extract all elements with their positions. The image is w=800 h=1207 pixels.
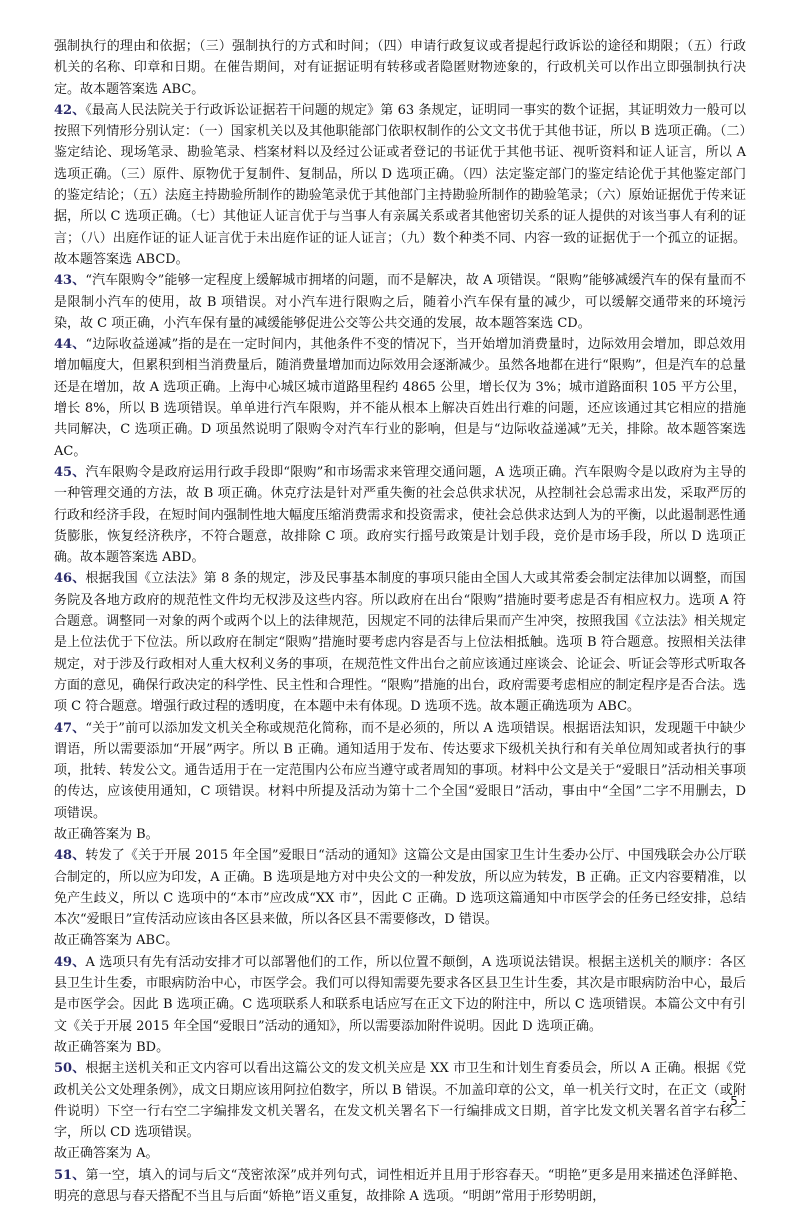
item-number: 49、 — [54, 954, 86, 970]
item-text: “汽车限购令”能够一定程度上缓解城市拥堵的问题，而不是解决，故 A 项错误。“限购”能够减缓汽车的保有量而不是限制小汽车的使用，故 B 项错误。对小汽车进行限购之后，随着小汽车保有量的减少，可以缓解交通带来的环境污染，故 C 项正确，小汽车保有量的减缓能够促进公交等公共交通的发展，故本题答案选 CD。 — [54, 273, 746, 331]
answer-item-43 — [54, 270, 746, 334]
answer-item-42 — [54, 100, 746, 270]
item-number: 50、 — [54, 1061, 86, 1077]
item-number: 43、 — [54, 273, 86, 289]
item-text: 根据主送机关和正文内容可以看出这篇公文的发文机关应是 XX 市卫生和计划生育委员会，所以 A 正确。根据《党政机关公文处理条例》，成文日期应该用阿拉伯数字，所以 B 错误。不加盖印章的公文，单一机关行文时，在正文（或附件说明）下空一行右空二字编排发文机关署名，在发文机关署名下一行编排成文日期，首字比发文机关署名首字右移二字，所以 CD 选项错误。 — [54, 1061, 746, 1141]
answer-item-50 — [54, 1058, 746, 1143]
item-text: 转发了《关于开展 2015 年全国”爱眼日“活动的通知》这篇公文是由国家卫生计生委办公厅、中国残联会办公厅联合制定的，所以应为印发，A 正确。B 选项是地方对中央公文的一种发放，所以应为转发，B 正确。正文内容要精准，以免产生歧义，所以 C 选项中的“本市”应改成“XX 市”，因此 C 正确。D 选项这篇通知中市医学会的任务已经安排，总结本次“爱眼日”宣传活动应该由各区县来做，所以各区县不需要修改，D 错误。 — [54, 848, 746, 928]
answer-item-47 — [54, 718, 746, 824]
answer-item-45 — [54, 462, 746, 568]
intro-paragraph: 强制执行的理由和依据；（三）强制执行的方式和时间；（四）申请行政复议或者提起行政诉讼的途径和期限；（五）行政机关的名称、印章和日期。在催告期间，对有证据证明有转移或者隐匿财物迹象的，行政机关可以作出立即强制执行决定。故本题答案选 ABC。 — [54, 39, 746, 97]
item-text: “边际收益递减”指的是在一定时间内，其他条件不变的情况下，当开始增加消费量时，边际效用会增加，即总效用增加幅度大，但累积到相当消费量后，随消费量增加而边际效用会逐渐减少。虽然各地都在进行“限购”，但是汽车的总量还是在增加，故 A 选项正确。上海中心城区城市道路里程约 4865 公里，增长仅为 3%；城市道路面积 105 平方公里，增长 8%，所以 B 选项错误。单单进行汽车限购，并不能从根本上解决百姓出行难的问题，还应该通过其它相应的措施共同解决，C 选项正确。D 项虽然说明了限购令对汽车行业的影响，但是与“边际收益递减”无关，排除。故本题答案选 AC。 — [54, 337, 746, 459]
answer-line-47: 故正确答案为 B。 — [54, 826, 159, 842]
item-number: 45、 — [54, 464, 86, 480]
answer-line-50: 故正确答案为 A。 — [54, 1146, 159, 1162]
answer-item-48 — [54, 845, 746, 930]
item-number: 51、 — [54, 1167, 86, 1183]
item-number: 44、 — [54, 337, 86, 353]
answer-item-49 — [54, 952, 746, 1037]
answer-item-46 — [54, 568, 746, 717]
item-text: 根据我国《立法法》第 8 条的规定，涉及民事基本制度的事项只能由全国人大或其常委会制定法律加以调整，而国务院及各地方政府的规范性文件均无权涉及这些内容。所以政府在出台“限购”措施时要考虑是否有相应权力。选项 A 符合题意。调整同一对象的两个或两个以上的法律规范，因规定不同的法律后果而产生冲突，按照我国《立法法》相关规定是上位法优于下位法。所以政府在制定“限购”措施时要考虑内容是否与上位法相抵触。选项 B 符合题意。按照相关法律规定，对于涉及行政相对人重大权利义务的事项，在规范性文件出台之前应该通过座谈会、论证会、听证会等形式听取各方面的意见，确保行政决定的科学性、民主性和合理性。“限购”措施的出台，政府需要考虑相应的制定程序是否合法。选项 C 符合题意。增强行政过程的透明度，在本题中未有体现。D 选项不选。故本题正确选项为 ABC。 — [54, 571, 746, 715]
item-text: A 选项只有先有活动安排才可以部署他们的工作，所以位置不颠倒，A 选项说法错误。根据主送机关的顺序：各区县卫生计生委，市眼病防治中心，市医学会。我们可以得知需要先要求各区县卫生计生委，其次是市眼病防治中心，最后是市医学会。因此 B 选项正确。C 选项联系人和联系电话应写在正文下边的附注中，所以 C 选项错误。本篇公文中有引文《关于开展 2015 年全国“爱眼日”活动的通知》，所以需要添加附件说明。因此 D 选项正确。 — [54, 954, 746, 1034]
item-text: 第一空，填入的词与后文“茂密浓深”成并列句式，词性相近并且用于形容春天。“明艳”更多是用来描述色泽鲜艳、明亮的意思与春天搭配不当且与后面“娇艳”语义重复，故排除 A 选项。“明朗”常用于形势明朗， — [54, 1167, 746, 1205]
item-number: 46、 — [54, 571, 86, 587]
answer-item-44 — [54, 334, 746, 462]
item-number: 42、 — [54, 102, 86, 118]
item-number: 47、 — [54, 720, 86, 736]
answer-item-51 — [54, 1165, 746, 1207]
answer-line-48: 故正确答案为 ABC。 — [54, 933, 179, 949]
item-text: 《最高人民法院关于行政诉讼证据若干问题的规定》第 63 条规定，证明同一事实的数个证据，其证明效力一般可以按照下列情形分别认定：（一）国家机关以及其他职能部门依职权制作的公文文书优于其他书证，所以 B 选项正确。（二）鉴定结论、现场笔录、勘验笔录、档案材料以及经过公证或者登记的书证优于其他书证、视听资料和证人证言，所以 A 选项正确。（三）原件、原物优于复制件、复制品，所以 D 选项正确。（四）法定鉴定部门的鉴定结论优于其他鉴定部门的鉴定结论；（五）法庭主持勘验所制作的勘验笔录优于其他部门主持勘验所制作的勘验笔录；（六）原始证据优于传来证据，所以 C 选项正确。（七）其他证人证言优于与当事人有亲属关系或者其他密切关系的证人提供的对该当事人有利的证言；（八）出庭作证的证人证言优于未出庭作证的证人证言；（九）数个种类不同、内容一致的证据优于一个孤立的证据。故本题答案选 ABCD。 — [54, 102, 746, 267]
item-text: 汽车限购令是政府运用行政手段即“限购”和市场需求来管理交通问题，A 选项正确。汽车限购令是以政府为主导的一种管理交通的方法，故 B 项正确。休克疗法是针对严重失衡的社会总供求状况，从控制社会总需求出发，采取严厉的行政和经济手段，在短时间内强制性地大幅度压缩消费需求和投资需求，使社会总供求达到人为的平衡，以此遏制恶性通货膨胀，恢复经济秩序，不符合题意，故排除 C 项。政府实行摇号政策是计划手段，竞价是市场手段，所以 D 选项正确。故本题答案选 ABD。 — [54, 464, 746, 566]
item-text: “关于”前可以添加发文机关全称或规范化简称，而不是必须的，所以 A 选项错误。根据语法知识，发现题干中缺少谓语，所以需要添加“开展”两字。所以 B 正确。通知适用于发布、传达要求下级机关执行和有关单位周知或者执行的事项，批转、转发公文。通告适用于在一定范围内公布应当遵守或者周知的事项。材料中公文是关于“爱眼日”活动相关事项的传达，应该使用通知，C 项错误。材料中所提及活动为第十二个全国“爱眼日”活动，事由中“全国”二字不用删去，D 项错误。 — [54, 720, 747, 821]
page-number: - 5 - — [722, 1094, 746, 1108]
item-number: 48、 — [54, 848, 86, 864]
answer-line-49: 故正确答案为 BD。 — [54, 1039, 170, 1055]
document-body — [54, 36, 746, 1207]
